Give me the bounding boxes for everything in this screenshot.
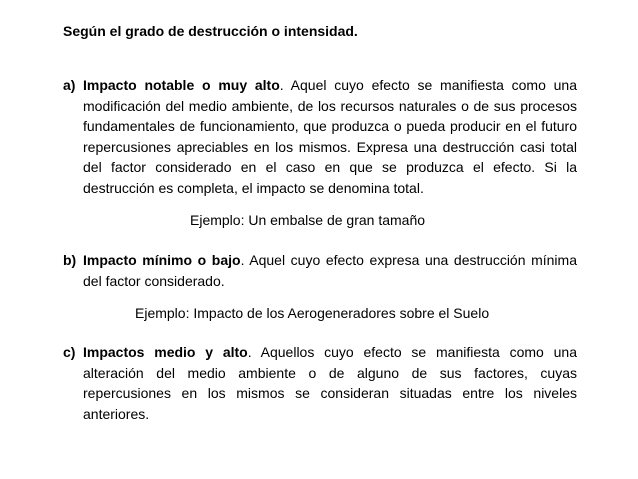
example-line: Ejemplo: Un embalse de gran tamaño: [190, 212, 426, 228]
impact-description: . Aquel cuyo efecto se manifiesta como una modificación del medio ambiente, de los recursos naturales o de sus procesos fundamentales de funcionamiento, que produzca o pueda producir en el futuro repercusiones apreciables en los mismos. Expresa una destrucción casi total del factor considerado en el caso en que se produzca el efecto. Si la destrucción es completa, el impacto se denomina total.: [83, 77, 578, 196]
list-marker: c): [63, 344, 76, 360]
impact-term: Impactos medio y alto: [83, 344, 248, 360]
list-item-c: [63, 342, 577, 424]
list-marker: b): [63, 252, 77, 268]
list-item-b: [63, 250, 577, 291]
list-item-a: [63, 75, 577, 198]
list-item-body: [83, 250, 577, 291]
list-item-body: [83, 342, 577, 424]
impact-term: Impacto notable o muy alto: [83, 77, 280, 93]
impact-term: Impacto mínimo o bajo: [83, 252, 241, 268]
impact-description: . Aquel cuyo efecto expresa una destrucción mínima del factor considerado.: [83, 252, 577, 289]
impact-description: . Aquellos cuyo efecto se manifiesta como una alteración del medio ambiente o de alguno de sus factores, cuyas repercusiones en los mismos se consideran situadas entre los niveles anteriores.: [83, 344, 577, 422]
list-marker: a): [63, 77, 76, 93]
section-heading: Según el grado de destrucción o intensidad.: [63, 23, 358, 39]
list-item-body: [83, 75, 577, 198]
example-line: Ejemplo: Impacto de los Aerogeneradores sobre el Suelo: [135, 305, 490, 321]
